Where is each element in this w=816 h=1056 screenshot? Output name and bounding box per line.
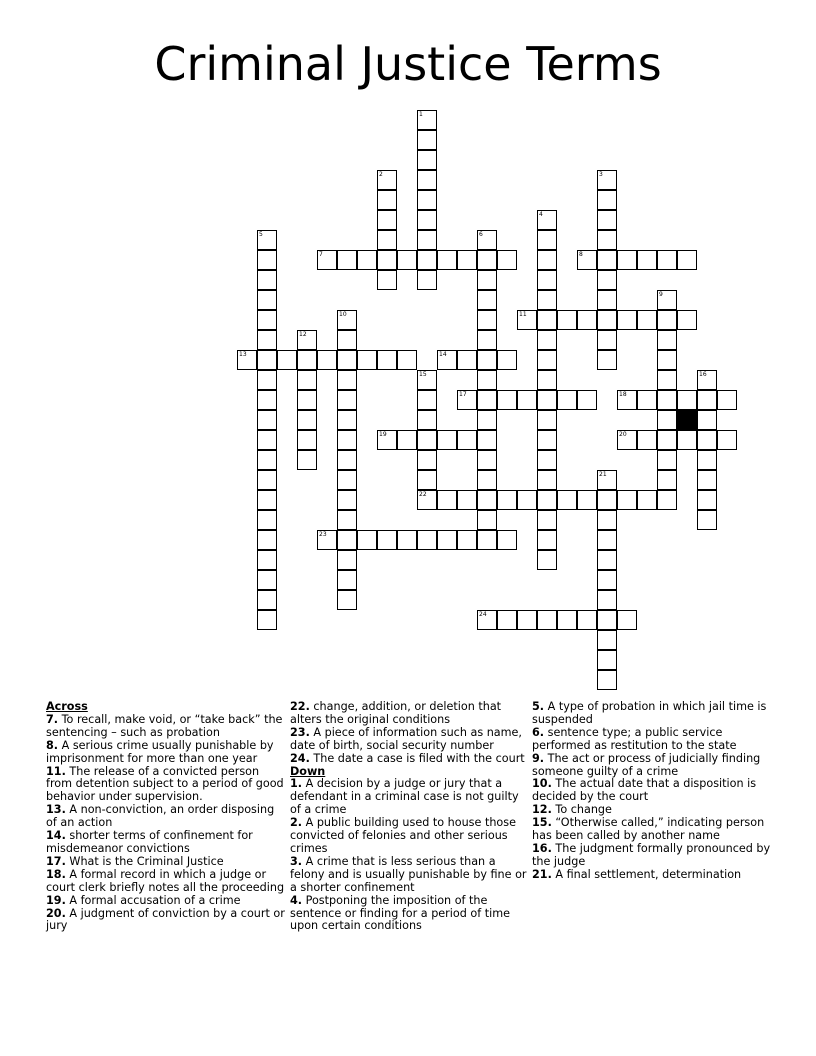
down-clue-12: 12. To change [532, 803, 612, 817]
crossword-cell[interactable] [517, 610, 537, 630]
crossword-cell[interactable] [597, 650, 617, 670]
crossword-cell[interactable] [257, 330, 277, 350]
crossword-cell[interactable] [697, 450, 717, 470]
crossword-cell[interactable] [577, 390, 597, 410]
crossword-cell[interactable] [377, 270, 397, 290]
crossword-cell[interactable] [657, 350, 677, 370]
crossword-cell[interactable] [497, 250, 517, 270]
crossword-cell[interactable] [637, 250, 657, 270]
crossword-cell[interactable] [457, 350, 477, 370]
down-clue-6: 6. sentence type; a public service performed as restitution to the state [532, 725, 737, 752]
across-clue-24: 24. The date a case is filed with the court [290, 751, 525, 765]
crossword-cell[interactable] [677, 390, 697, 410]
crossword-cell[interactable] [477, 530, 497, 550]
cell-number: 6 [479, 231, 483, 238]
crossword-cell[interactable] [417, 110, 437, 130]
crossword-cell[interactable] [437, 250, 457, 270]
crossword-cell[interactable] [257, 250, 277, 270]
cell-number: 19 [379, 431, 387, 438]
down-clue-5: 5. A type of probation in which jail time is suspended [532, 700, 767, 726]
cell-number: 20 [619, 431, 627, 438]
crossword-cell[interactable] [257, 230, 277, 250]
crossword-cell[interactable] [597, 670, 617, 690]
crossword-cell[interactable] [617, 390, 637, 410]
crossword-cell[interactable] [417, 490, 437, 510]
crossword-cell[interactable] [657, 250, 677, 270]
crossword-cell[interactable] [277, 350, 297, 370]
crossword-cell[interactable] [497, 390, 517, 410]
crossword-cell[interactable] [597, 270, 617, 290]
crossword-cell[interactable] [537, 450, 557, 470]
crossword-cell[interactable] [337, 590, 357, 610]
crossword-cell[interactable] [657, 310, 677, 330]
crossword-cell[interactable] [257, 310, 277, 330]
crossword-cell[interactable] [597, 630, 617, 650]
crossword-cell[interactable] [477, 510, 497, 530]
cell-number: 22 [419, 491, 427, 498]
crossword-cell[interactable] [597, 590, 617, 610]
crossword-cell[interactable] [697, 430, 717, 450]
crossword-cell[interactable] [437, 430, 457, 450]
crossword-cell[interactable] [257, 570, 277, 590]
crossword-cell[interactable] [417, 470, 437, 490]
crossword-cell[interactable] [477, 250, 497, 270]
cell-number: 5 [259, 231, 263, 238]
crossword-cell[interactable] [537, 270, 557, 290]
crossword-cell[interactable] [397, 250, 417, 270]
crossword-cell[interactable] [537, 230, 557, 250]
across-clue-20: 20. A judgment of conviction by a court or jury [46, 906, 285, 933]
crossword-cell[interactable] [697, 490, 717, 510]
crossword-cell[interactable] [497, 490, 517, 510]
crossword-cell[interactable] [337, 250, 357, 270]
down-clue-21: 21. A final settlement, determination [532, 867, 742, 881]
crossword-cell[interactable] [477, 470, 497, 490]
crossword-cell[interactable] [677, 310, 697, 330]
crossword-cell[interactable] [697, 510, 717, 530]
crossword-cell[interactable] [357, 530, 377, 550]
cell-number: 15 [419, 371, 427, 378]
crossword-cell[interactable] [557, 610, 577, 630]
cell-number: 17 [459, 391, 467, 398]
crossword-cell[interactable] [497, 530, 517, 550]
clues-column-2 [290, 701, 530, 933]
crossword-cell[interactable] [317, 530, 337, 550]
crossword-cell[interactable] [257, 490, 277, 510]
crossword-cell[interactable] [537, 310, 557, 330]
crossword-cell[interactable] [497, 350, 517, 370]
crossword-cell[interactable] [637, 390, 657, 410]
crossword-cell[interactable] [537, 330, 557, 350]
crossword-cell[interactable] [517, 390, 537, 410]
crossword-cell[interactable] [377, 230, 397, 250]
crossword-cell[interactable] [337, 570, 357, 590]
crossword-cell[interactable] [297, 390, 317, 410]
cell-number: 12 [299, 331, 307, 338]
crossword-cell[interactable] [237, 350, 257, 370]
crossword-cell[interactable] [477, 350, 497, 370]
crossword-cell[interactable] [257, 590, 277, 610]
crossword-cell[interactable] [477, 450, 497, 470]
crossword-cell[interactable] [377, 250, 397, 270]
down-clue-1: 1. A decision by a judge or jury that a defendant in a criminal case is not guilty of a crime [290, 777, 519, 817]
crossword-cell[interactable] [577, 250, 597, 270]
crossword-cell[interactable] [597, 490, 617, 510]
crossword-cell[interactable] [257, 410, 277, 430]
crossword-cell[interactable] [337, 430, 357, 450]
across-heading: Across [46, 700, 88, 713]
crossword-cell[interactable] [717, 390, 737, 410]
crossword-cell[interactable] [597, 310, 617, 330]
crossword-cell[interactable] [417, 390, 437, 410]
crossword-cell[interactable] [257, 270, 277, 290]
crossword-cell[interactable] [637, 490, 657, 510]
crossword-cell[interactable] [337, 510, 357, 530]
crossword-cell[interactable] [297, 370, 317, 390]
across-clue-18: 18. A formal record in which a judge or court clerk briefly notes all the proceeding [46, 867, 285, 894]
crossword-cell[interactable] [417, 170, 437, 190]
crossword-cell[interactable] [257, 290, 277, 310]
crossword-cell[interactable] [517, 310, 537, 330]
crossword-cell[interactable] [397, 430, 417, 450]
crossword-cell[interactable] [477, 410, 497, 430]
crossword-cell[interactable] [617, 490, 637, 510]
across-clue-23: 23. A piece of information such as name, date of birth, social security number [290, 725, 522, 752]
crossword-cell[interactable] [657, 450, 677, 470]
crossword-cell[interactable] [477, 310, 497, 330]
crossword-cell[interactable] [657, 410, 677, 430]
crossword-cell[interactable] [437, 530, 457, 550]
crossword-cell[interactable] [257, 390, 277, 410]
across-clue-11: 11. The release of a convicted person from detention subject to a period of good behavior under supervision. [46, 764, 284, 804]
crossword-cell[interactable] [297, 450, 317, 470]
crossword-cell[interactable] [657, 390, 677, 410]
crossword-cell[interactable] [337, 470, 357, 490]
crossword-cell[interactable] [417, 150, 437, 170]
crossword-cell[interactable] [297, 330, 317, 350]
crossword-cell[interactable] [617, 430, 637, 450]
crossword-cell[interactable] [337, 350, 357, 370]
crossword-cell[interactable] [697, 370, 717, 390]
crossword-cell[interactable] [377, 350, 397, 370]
down-clue-15: 15. “Otherwise called,” indicating person has been called by another name [532, 816, 765, 843]
crossword-cell[interactable] [397, 350, 417, 370]
crossword-cell[interactable] [537, 290, 557, 310]
down-clue-4: 4. Postponing the imposition of the sentence or finding for a period of time upon certain conditions [290, 893, 511, 933]
across-clue-14: 14. shorter terms of confinement for misdemeanor convictions [46, 829, 253, 855]
cell-number: 2 [379, 171, 383, 178]
crossword-cell[interactable] [537, 510, 557, 530]
crossword-cell[interactable] [597, 350, 617, 370]
crossword-cell[interactable] [697, 390, 717, 410]
down-clue-3: 3. A crime that is less serious than a felony and is usually punishable by fine or a shorter confinement [290, 854, 527, 894]
crossword-cell[interactable] [337, 370, 357, 390]
crossword-cell[interactable] [417, 250, 437, 270]
crossword-cell[interactable] [257, 450, 277, 470]
crossword-cell[interactable] [517, 490, 537, 510]
cell-number: 24 [479, 611, 487, 618]
crossword-cell[interactable] [477, 330, 497, 350]
crossword-cell[interactable] [617, 610, 637, 630]
cell-number: 3 [599, 171, 603, 178]
crossword-cell[interactable] [597, 330, 617, 350]
crossword-cell[interactable] [357, 350, 377, 370]
crossword-cell[interactable] [437, 490, 457, 510]
crossword-cell[interactable] [557, 490, 577, 510]
crossword-cell[interactable] [417, 230, 437, 250]
down-heading: Down [290, 764, 326, 778]
crossword-cell[interactable] [697, 470, 717, 490]
crossword-cell[interactable] [417, 270, 437, 290]
down-clue-2: 2. A public building used to house those convicted of felonies and other serious crimes [290, 816, 516, 855]
crossword-cell[interactable] [657, 490, 677, 510]
crossword-cell[interactable] [597, 550, 617, 570]
page-title: Criminal Justice Terms [154, 37, 662, 91]
crossword-cell[interactable] [717, 430, 737, 450]
crossword-cell[interactable] [457, 250, 477, 270]
crossword-cell[interactable] [537, 250, 557, 270]
crossword-cell[interactable] [537, 370, 557, 390]
crossword-cell[interactable] [257, 530, 277, 550]
crossword-cell[interactable] [417, 130, 437, 150]
crossword-cell[interactable] [337, 310, 357, 330]
cell-number: 21 [599, 471, 607, 478]
crossword-cell[interactable] [257, 430, 277, 450]
crossword-cell[interactable] [537, 410, 557, 430]
cell-number: 8 [579, 251, 583, 258]
crossword-cell[interactable] [417, 530, 437, 550]
across-clue-19: 19. A formal accusation of a crime [46, 893, 241, 907]
clues-column-1 [46, 701, 286, 933]
crossword-cell[interactable] [297, 410, 317, 430]
crossword-cell[interactable] [357, 250, 377, 270]
crossword-cell[interactable] [297, 350, 317, 370]
crossword-cell[interactable] [417, 410, 437, 430]
crossword-cell[interactable] [597, 170, 617, 190]
crossword-cell[interactable] [657, 430, 677, 450]
crossword-black-cell [677, 410, 697, 430]
crossword-cell[interactable] [477, 230, 497, 250]
crossword-cell[interactable] [337, 550, 357, 570]
crossword-cell[interactable] [317, 350, 337, 370]
cell-number: 16 [699, 371, 707, 378]
crossword-cell[interactable] [597, 230, 617, 250]
crossword-cell[interactable] [437, 350, 457, 370]
crossword-cell[interactable] [537, 490, 557, 510]
crossword-cell[interactable] [257, 550, 277, 570]
clues-column-3 [532, 701, 772, 882]
cell-number: 13 [239, 351, 247, 358]
crossword-cell[interactable] [657, 330, 677, 350]
crossword-cell[interactable] [257, 470, 277, 490]
crossword-cell[interactable] [657, 370, 677, 390]
crossword-cell[interactable] [537, 430, 557, 450]
crossword-cell[interactable] [377, 210, 397, 230]
across-clue-8: 8. A serious crime usually punishable by imprisonment for more than one year [46, 738, 274, 765]
crossword-cell[interactable] [677, 250, 697, 270]
crossword-cell[interactable] [377, 190, 397, 210]
crossword-cell[interactable] [417, 210, 437, 230]
crossword-cell[interactable] [397, 530, 417, 550]
cell-number: 11 [519, 311, 527, 318]
crossword-cell[interactable] [457, 390, 477, 410]
crossword-cell[interactable] [317, 250, 337, 270]
crossword-cell[interactable] [597, 470, 617, 490]
crossword-cell[interactable] [537, 350, 557, 370]
crossword-cell[interactable] [537, 210, 557, 230]
crossword-cell[interactable] [637, 430, 657, 450]
crossword-cell[interactable] [457, 430, 477, 450]
across-clue-7: 7. To recall, make void, or “take back” the sentencing – such as probation [46, 712, 283, 739]
across-clue-17: 17. What is the Criminal Justice [46, 854, 224, 868]
crossword-cell[interactable] [537, 530, 557, 550]
crossword-cell[interactable] [417, 190, 437, 210]
crossword-cell[interactable] [477, 430, 497, 450]
cell-number: 7 [319, 251, 323, 258]
crossword-cell[interactable] [337, 450, 357, 470]
cell-number: 4 [539, 211, 543, 218]
crossword-cell[interactable] [477, 390, 497, 410]
crossword-cell[interactable] [557, 310, 577, 330]
crossword-cell[interactable] [557, 390, 577, 410]
crossword-cell[interactable] [497, 610, 517, 630]
crossword-cell[interactable] [597, 210, 617, 230]
crossword-cell[interactable] [257, 350, 277, 370]
crossword-cell[interactable] [617, 310, 637, 330]
crossword-cell[interactable] [657, 470, 677, 490]
cell-number: 18 [619, 391, 627, 398]
crossword-cell[interactable] [297, 430, 317, 450]
crossword-cell[interactable] [677, 430, 697, 450]
crossword-cell[interactable] [477, 290, 497, 310]
down-clue-16: 16. The judgment formally pronounced by the judge [532, 841, 771, 868]
crossword-cell[interactable] [597, 610, 617, 630]
cell-number: 10 [339, 311, 347, 318]
crossword-cell[interactable] [657, 290, 677, 310]
cell-number: 1 [419, 111, 423, 118]
crossword-cell[interactable] [577, 310, 597, 330]
down-clue-9: 9. The act or process of judicially finding someone guilty of a crime [532, 751, 761, 778]
crossword-cell[interactable] [597, 290, 617, 310]
crossword-cell[interactable] [417, 370, 437, 390]
crossword-cell[interactable] [457, 490, 477, 510]
crossword-cell[interactable] [377, 530, 397, 550]
crossword-cell[interactable] [377, 170, 397, 190]
crossword-cell[interactable] [597, 510, 617, 530]
crossword-cell[interactable] [597, 250, 617, 270]
crossword-cell[interactable] [577, 610, 597, 630]
crossword-cell[interactable] [257, 610, 277, 630]
crossword-cell[interactable] [457, 530, 477, 550]
crossword-cell[interactable] [577, 490, 597, 510]
crossword-cell[interactable] [537, 610, 557, 630]
crossword-cell[interactable] [697, 410, 717, 430]
cell-number: 23 [319, 531, 327, 538]
crossword-cell[interactable] [537, 550, 557, 570]
crossword-cell[interactable] [477, 490, 497, 510]
crossword-cell[interactable] [477, 370, 497, 390]
crossword-cell[interactable] [617, 250, 637, 270]
crossword-cell[interactable] [537, 390, 557, 410]
crossword-cell[interactable] [537, 470, 557, 490]
crossword-cell[interactable] [597, 530, 617, 550]
down-clue-10: 10. The actual date that a disposition is decided by the court [532, 777, 757, 804]
crossword-cell[interactable] [597, 190, 617, 210]
cell-number: 14 [439, 351, 447, 358]
crossword-cell[interactable] [257, 510, 277, 530]
crossword-cell[interactable] [257, 370, 277, 390]
crossword-cell[interactable] [337, 410, 357, 430]
crossword-cell[interactable] [337, 330, 357, 350]
across-clue-22: 22. change, addition, or deletion that alters the original conditions [290, 700, 502, 726]
crossword-cell[interactable] [477, 610, 497, 630]
crossword-cell[interactable] [637, 310, 657, 330]
crossword-cell[interactable] [597, 570, 617, 590]
crossword-cell[interactable] [337, 390, 357, 410]
crossword-cell[interactable] [417, 430, 437, 450]
across-clue-13: 13. A non-conviction, an order disposing of an action [46, 803, 275, 830]
cell-number: 9 [659, 291, 663, 298]
crossword-cell[interactable] [417, 450, 437, 470]
crossword-cell[interactable] [337, 490, 357, 510]
crossword-cell[interactable] [477, 270, 497, 290]
crossword-cell[interactable] [377, 430, 397, 450]
crossword-cell[interactable] [337, 530, 357, 550]
